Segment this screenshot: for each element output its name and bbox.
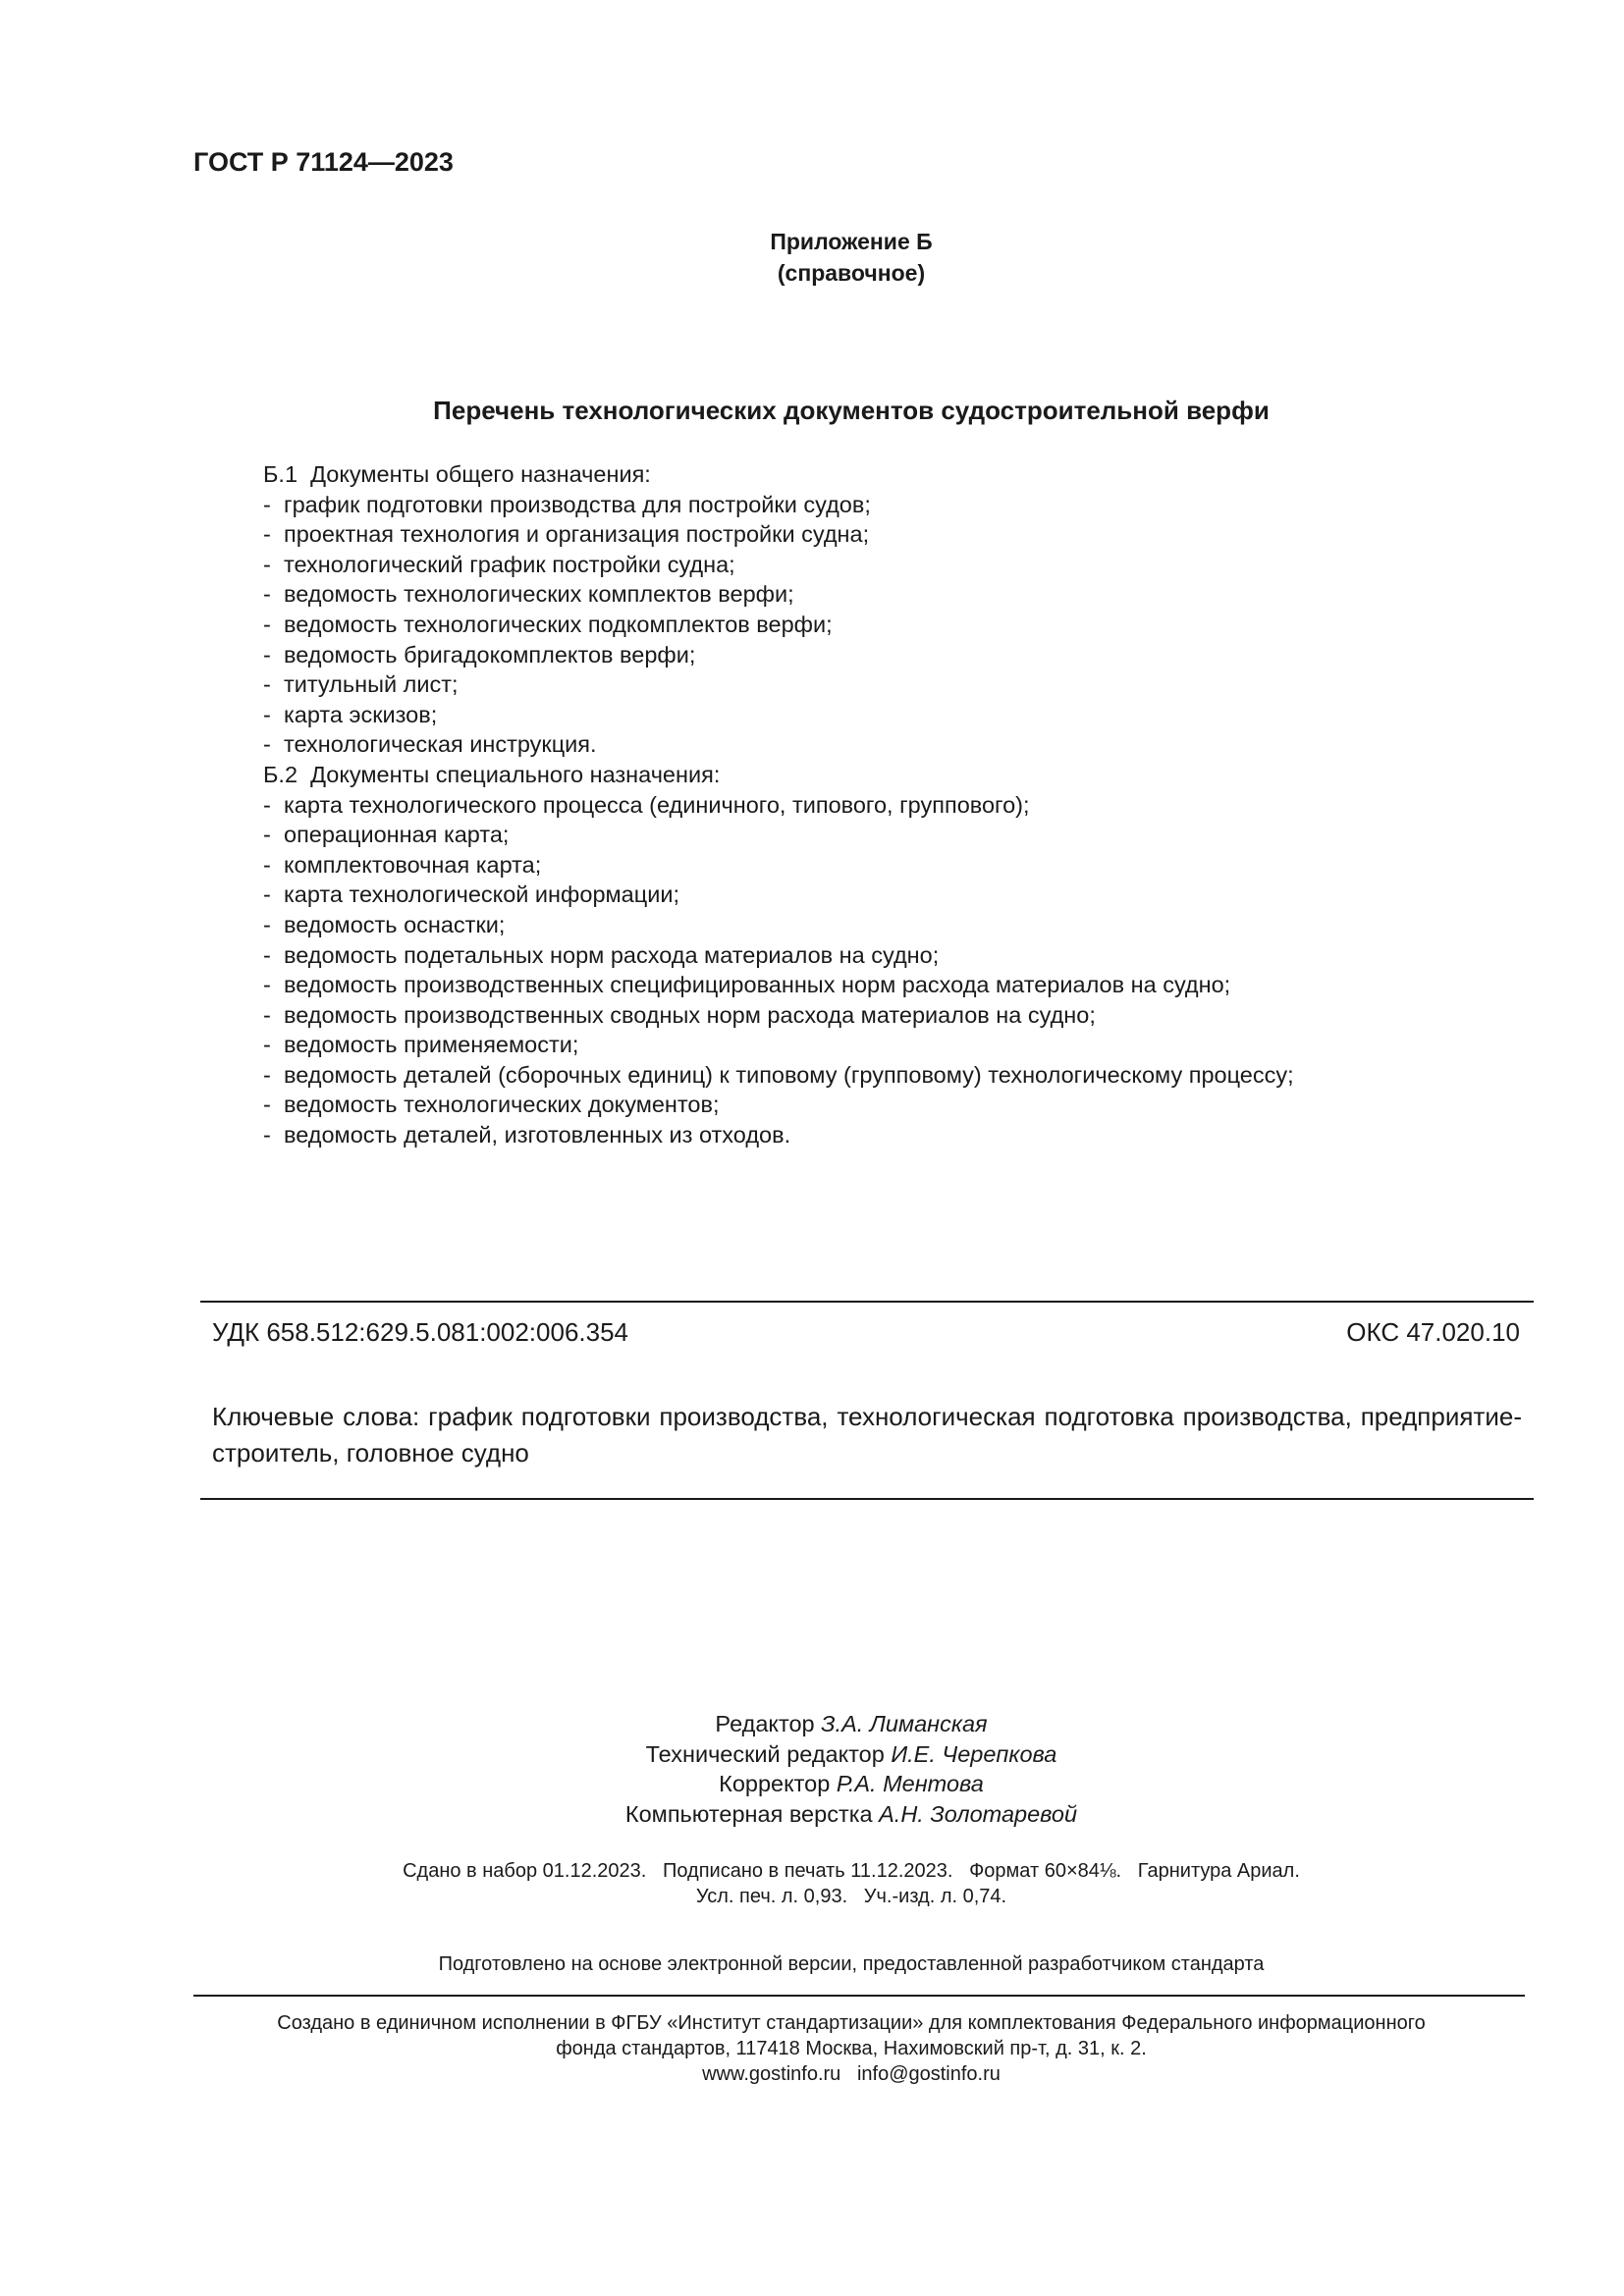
credit-role: Корректор [719,1771,831,1796]
list-item [263,579,1294,610]
list-dash: - [263,521,271,548]
list-item [263,790,1294,821]
top-divider [200,1301,1534,1303]
list-item-text: операционная карта; [284,822,510,848]
list-item [263,1090,1294,1120]
list-item [263,610,1294,640]
list-dash: - [263,881,271,908]
list-item-text: комплектовочная карта; [284,851,542,878]
list-item [263,490,1294,520]
list-dash: - [263,1092,271,1118]
credit-role: Редактор [715,1711,815,1736]
list-dash: - [263,701,271,727]
list-item-text: проектная технология и организация постройки судна; [284,521,870,548]
appendix-subtitle: (справочное) [777,260,926,286]
print-info [0,1858,1624,1909]
list-dash: - [263,791,271,818]
list-item [263,700,1294,730]
credit-name: А.Н. Золотаревой [879,1800,1078,1827]
publisher-info [0,2010,1624,2087]
list-dash: - [263,1061,271,1088]
print-info-line2: Усл. печ. л. 0,93. Уч.-изд. л. 0,74. [695,1886,1007,1907]
list-dash: - [263,641,271,667]
list-item-text: титульный лист; [284,671,459,698]
list-item [263,970,1294,1000]
credit-line [79,1769,1624,1799]
credits-block [0,1709,1624,1829]
list-dash: - [263,1001,271,1028]
list-item-text: ведомость применяемости; [284,1032,579,1058]
list-item [263,850,1294,881]
list-item-text: карта эскизов; [284,701,438,727]
list-item-text: ведомость подетальных норм расхода материалов на судно; [284,941,940,968]
list-dash: - [263,851,271,878]
list-dash: - [263,972,271,998]
list-dash: - [263,941,271,968]
list-item [263,880,1294,910]
publisher-line2: фонда стандартов, 117418 Москва, Нахимовский пр-т, д. 31, к. 2. [556,2038,1147,2059]
list-item [263,820,1294,850]
section-heading: Б.2 Документы специального назначения: [263,761,721,787]
list-item [263,640,1294,670]
credit-role: Технический редактор [645,1740,885,1767]
list-dash: - [263,1122,271,1148]
list-item-text: ведомость технологических комплектов верфи; [284,581,794,608]
list-item [263,1120,1294,1150]
credit-name: Р.А. Ментова [836,1771,984,1796]
list-dash: - [263,671,271,698]
list-item-text: ведомость деталей (сборочных единиц) к типовому (групповому) технологическому процессу; [284,1061,1294,1088]
credit-line [79,1799,1624,1830]
list-item-text: ведомость оснастки; [284,911,506,937]
keywords: Ключевые слова: график подготовки производства, технологическая подготовка производства, предприятие-строитель, головное судно [212,1402,1522,1468]
section-heading: Б.1 Документы общего назначения: [263,461,651,487]
document-list [263,459,1294,1150]
bottom-divider [200,1498,1534,1500]
list-item [263,669,1294,700]
credit-line [79,1739,1624,1770]
list-dash: - [263,731,271,758]
list-dash: - [263,911,271,937]
standard-number: ГОСТ Р 71124—2023 [193,147,454,177]
credit-name: И.Е. Черепкова [891,1740,1057,1767]
list-item [263,1000,1294,1031]
oks-code: ОКС 47.020.10 [1346,1317,1520,1347]
list-dash: - [263,551,271,577]
list-item-text: ведомость технологических документов; [284,1092,720,1118]
list-item [263,1060,1294,1091]
footer-divider [193,1995,1525,1997]
list-item-text: график подготовки производства для постройки судов; [284,491,871,517]
list-item-text: ведомость производственных специфицированных норм расхода материалов на судно; [284,972,1231,998]
list-item [263,519,1294,550]
list-item [263,940,1294,971]
appendix-title: Приложение Б [770,229,933,254]
list-item-text: технологическая инструкция. [284,731,597,758]
list-item [263,1030,1294,1060]
udk-code: УДК 658.512:629.5.081:002:006.354 [212,1317,629,1347]
publisher-line1: Создано в единичном исполнении в ФГБУ «Институт стандартизации» для комплектования Федерального информационного [277,2012,1426,2034]
list-item-text: ведомость технологических подкомплектов верфи; [284,611,833,637]
list-dash: - [263,491,271,517]
list-item-text: ведомость производственных сводных норм расхода материалов на судно; [284,1001,1096,1028]
prepared-note: Подготовлено на основе электронной версии, предоставленной разработчиком стандарта [438,1953,1265,1975]
list-item-text: ведомость деталей, изготовленных из отходов. [284,1122,791,1148]
credit-name: З.А. Лиманская [821,1711,988,1736]
credit-role: Компьютерная верстка [624,1800,873,1827]
list-dash: - [263,1032,271,1058]
appendix-heading [0,226,1624,289]
document-title: Перечень технологических документов судостроительной верфи [433,396,1270,425]
credit-line [79,1709,1624,1739]
list-item [263,910,1294,940]
print-info-line1: Сдано в набор 01.12.2023. Подписано в печать 11.12.2023. Формат 60×84⅛. Гарнитура Ариал. [403,1860,1300,1882]
list-dash: - [263,581,271,608]
list-dash: - [263,611,271,637]
list-item-text: карта технологической информации; [284,881,679,908]
list-item-text: ведомость бригадокомплектов верфи; [284,641,696,667]
list-item [263,729,1294,760]
publisher-contacts: www.gostinfo.ru info@gostinfo.ru [702,2063,1001,2085]
list-item [263,550,1294,580]
list-item-text: технологический график постройки судна; [284,551,735,577]
list-item-text: карта технологического процесса (единичного, типового, группового); [284,791,1030,818]
list-dash: - [263,822,271,848]
